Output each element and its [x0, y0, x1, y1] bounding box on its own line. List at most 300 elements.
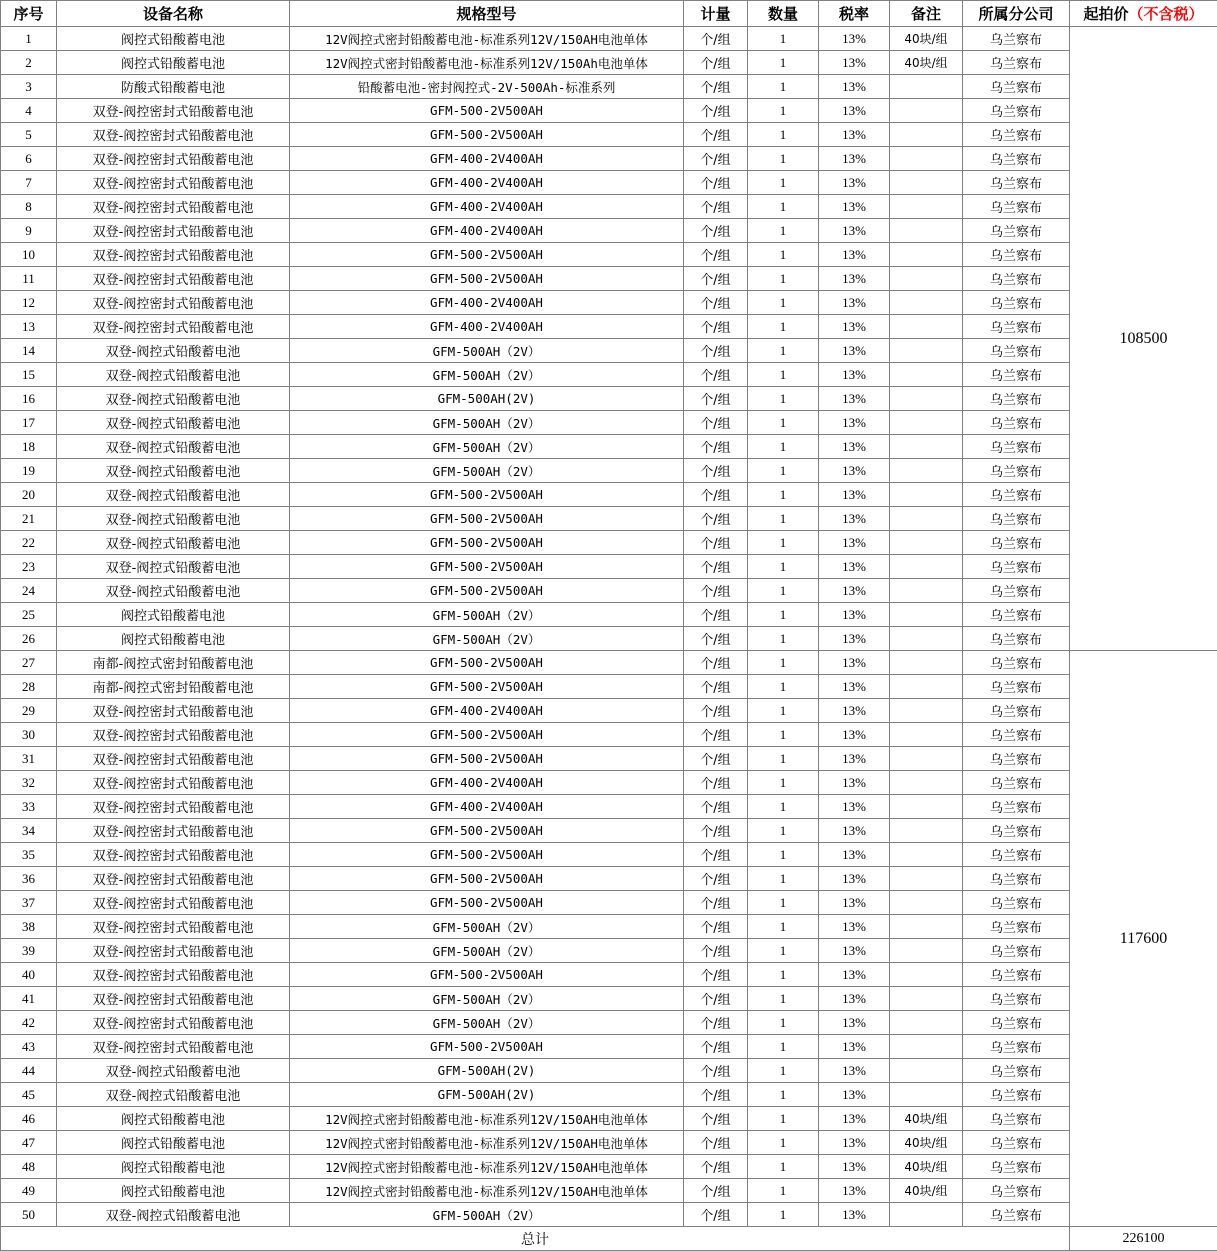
- cell-qty: 1: [748, 411, 819, 435]
- cell-no: 33: [1, 795, 57, 819]
- cell-unit: 个/组: [684, 147, 748, 171]
- cell-unit: 个/组: [684, 411, 748, 435]
- cell-name: 双登-阀控密封式铅酸蓄电池: [57, 171, 290, 195]
- cell-note: [890, 651, 963, 675]
- cell-name: 双登-阀控式铅酸蓄电池: [57, 483, 290, 507]
- cell-unit: 个/组: [684, 579, 748, 603]
- cell-qty: 1: [748, 651, 819, 675]
- cell-note: [890, 99, 963, 123]
- cell-tax: 13%: [819, 75, 890, 99]
- cell-no: 49: [1, 1179, 57, 1203]
- cell-tax: 13%: [819, 843, 890, 867]
- cell-spec: GFM-400-2V400AH: [290, 771, 684, 795]
- cell-name: 双登-阀控密封式铅酸蓄电池: [57, 291, 290, 315]
- cell-spec: GFM-400-2V400AH: [290, 291, 684, 315]
- cell-qty: 1: [748, 123, 819, 147]
- cell-company: 乌兰察布: [963, 507, 1070, 531]
- table-row: [1, 915, 1217, 939]
- table-row: [1, 1155, 1217, 1179]
- cell-name: 双登-阀控密封式铅酸蓄电池: [57, 819, 290, 843]
- cell-unit: 个/组: [684, 195, 748, 219]
- cell-note: 40块/组: [890, 1179, 963, 1203]
- cell-company: 乌兰察布: [963, 1059, 1070, 1083]
- cell-name: 双登-阀控式铅酸蓄电池: [57, 1059, 290, 1083]
- cell-note: [890, 243, 963, 267]
- header-company: 所属分公司: [963, 1, 1070, 27]
- cell-name: 双登-阀控密封式铅酸蓄电池: [57, 987, 290, 1011]
- cell-company: 乌兰察布: [963, 771, 1070, 795]
- cell-note: [890, 123, 963, 147]
- cell-no: 15: [1, 363, 57, 387]
- cell-spec: 12V阀控式密封铅酸蓄电池-标准系列12V/150Ah电池单体: [290, 51, 684, 75]
- cell-name: 双登-阀控式铅酸蓄电池: [57, 579, 290, 603]
- cell-no: 41: [1, 987, 57, 1011]
- cell-unit: 个/组: [684, 1179, 748, 1203]
- cell-tax: 13%: [819, 243, 890, 267]
- cell-name: 双登-阀控密封式铅酸蓄电池: [57, 771, 290, 795]
- cell-spec: GFM-400-2V400AH: [290, 795, 684, 819]
- cell-spec: GFM-500AH(2V): [290, 387, 684, 411]
- cell-name: 双登-阀控式铅酸蓄电池: [57, 507, 290, 531]
- table-row: [1, 363, 1217, 387]
- cell-unit: 个/组: [684, 99, 748, 123]
- cell-tax: 13%: [819, 171, 890, 195]
- cell-company: 乌兰察布: [963, 987, 1070, 1011]
- cell-spec: 12V阀控式密封铅酸蓄电池-标准系列12V/150AH电池单体: [290, 1131, 684, 1155]
- cell-spec: GFM-500AH（2V）: [290, 627, 684, 651]
- table-row: [1, 171, 1217, 195]
- cell-name: 双登-阀控密封式铅酸蓄电池: [57, 99, 290, 123]
- cell-no: 32: [1, 771, 57, 795]
- cell-qty: 1: [748, 723, 819, 747]
- cell-qty: 1: [748, 1131, 819, 1155]
- cell-name: 双登-阀控密封式铅酸蓄电池: [57, 1035, 290, 1059]
- cell-company: 乌兰察布: [963, 267, 1070, 291]
- cell-company: 乌兰察布: [963, 315, 1070, 339]
- cell-tax: 13%: [819, 1107, 890, 1131]
- cell-spec: GFM-500-2V500AH: [290, 99, 684, 123]
- cell-no: 37: [1, 891, 57, 915]
- total-label: 总计: [1, 1227, 1070, 1251]
- cell-company: 乌兰察布: [963, 291, 1070, 315]
- cell-note: [890, 75, 963, 99]
- cell-name: 阀控式铅酸蓄电池: [57, 1131, 290, 1155]
- cell-spec: GFM-500-2V500AH: [290, 819, 684, 843]
- table-row: [1, 1059, 1217, 1083]
- cell-tax: 13%: [819, 891, 890, 915]
- cell-no: 13: [1, 315, 57, 339]
- cell-name: 阀控式铅酸蓄电池: [57, 627, 290, 651]
- cell-name: 双登-阀控密封式铅酸蓄电池: [57, 843, 290, 867]
- cell-company: 乌兰察布: [963, 243, 1070, 267]
- cell-note: [890, 867, 963, 891]
- cell-company: 乌兰察布: [963, 435, 1070, 459]
- table-row: [1, 411, 1217, 435]
- cell-no: 5: [1, 123, 57, 147]
- table-row: [1, 891, 1217, 915]
- header-price: [1070, 1, 1217, 27]
- cell-qty: 1: [748, 531, 819, 555]
- cell-no: 28: [1, 675, 57, 699]
- cell-note: 40块/组: [890, 1131, 963, 1155]
- cell-qty: 1: [748, 1035, 819, 1059]
- cell-qty: 1: [748, 507, 819, 531]
- cell-note: [890, 675, 963, 699]
- cell-company: 乌兰察布: [963, 531, 1070, 555]
- cell-qty: 1: [748, 99, 819, 123]
- cell-name: 双登-阀控密封式铅酸蓄电池: [57, 723, 290, 747]
- cell-unit: 个/组: [684, 507, 748, 531]
- cell-company: 乌兰察布: [963, 363, 1070, 387]
- cell-spec: GFM-500AH（2V）: [290, 915, 684, 939]
- cell-spec: GFM-500-2V500AH: [290, 555, 684, 579]
- cell-tax: 13%: [819, 1131, 890, 1155]
- cell-tax: 13%: [819, 531, 890, 555]
- cell-name: 双登-阀控式铅酸蓄电池: [57, 1083, 290, 1107]
- total-row: [1, 1227, 1217, 1251]
- table-row: [1, 1035, 1217, 1059]
- cell-tax: 13%: [819, 579, 890, 603]
- cell-name: 双登-阀控密封式铅酸蓄电池: [57, 219, 290, 243]
- cell-note: [890, 771, 963, 795]
- cell-company: 乌兰察布: [963, 915, 1070, 939]
- cell-note: [890, 147, 963, 171]
- cell-qty: 1: [748, 699, 819, 723]
- cell-tax: 13%: [819, 675, 890, 699]
- table-row: [1, 123, 1217, 147]
- cell-qty: 1: [748, 1083, 819, 1107]
- cell-spec: GFM-400-2V400AH: [290, 699, 684, 723]
- header-name: 设备名称: [57, 1, 290, 27]
- cell-company: 乌兰察布: [963, 891, 1070, 915]
- cell-spec: GFM-500-2V500AH: [290, 675, 684, 699]
- cell-company: 乌兰察布: [963, 1083, 1070, 1107]
- cell-unit: 个/组: [684, 723, 748, 747]
- cell-company: 乌兰察布: [963, 675, 1070, 699]
- cell-qty: 1: [748, 795, 819, 819]
- cell-spec: GFM-500AH(2V): [290, 1083, 684, 1107]
- cell-qty: 1: [748, 267, 819, 291]
- cell-unit: 个/组: [684, 1203, 748, 1227]
- table-row: [1, 747, 1217, 771]
- cell-name: 阀控式铅酸蓄电池: [57, 27, 290, 51]
- cell-unit: 个/组: [684, 1011, 748, 1035]
- cell-note: [890, 1035, 963, 1059]
- cell-company: 乌兰察布: [963, 75, 1070, 99]
- header-unit: 计量: [684, 1, 748, 27]
- cell-qty: 1: [748, 387, 819, 411]
- cell-tax: 13%: [819, 1011, 890, 1035]
- cell-qty: 1: [748, 675, 819, 699]
- cell-tax: 13%: [819, 987, 890, 1011]
- cell-company: 乌兰察布: [963, 387, 1070, 411]
- cell-no: 22: [1, 531, 57, 555]
- cell-company: 乌兰察布: [963, 651, 1070, 675]
- cell-qty: 1: [748, 1011, 819, 1035]
- cell-tax: 13%: [819, 435, 890, 459]
- cell-unit: 个/组: [684, 675, 748, 699]
- cell-qty: 1: [748, 915, 819, 939]
- cell-name: 双登-阀控密封式铅酸蓄电池: [57, 915, 290, 939]
- cell-unit: 个/组: [684, 843, 748, 867]
- table-row: [1, 243, 1217, 267]
- cell-no: 30: [1, 723, 57, 747]
- cell-note: [890, 939, 963, 963]
- cell-company: 乌兰察布: [963, 195, 1070, 219]
- cell-note: [890, 219, 963, 243]
- cell-no: 17: [1, 411, 57, 435]
- cell-company: 乌兰察布: [963, 843, 1070, 867]
- cell-unit: 个/组: [684, 627, 748, 651]
- cell-spec: GFM-500-2V500AH: [290, 867, 684, 891]
- cell-qty: 1: [748, 147, 819, 171]
- cell-name: 双登-阀控式铅酸蓄电池: [57, 363, 290, 387]
- cell-unit: 个/组: [684, 963, 748, 987]
- cell-name: 双登-阀控式铅酸蓄电池: [57, 339, 290, 363]
- cell-spec: GFM-500-2V500AH: [290, 267, 684, 291]
- cell-spec: GFM-500-2V500AH: [290, 243, 684, 267]
- cell-no: 29: [1, 699, 57, 723]
- cell-no: 19: [1, 459, 57, 483]
- cell-name: 双登-阀控式铅酸蓄电池: [57, 435, 290, 459]
- cell-name: 双登-阀控式铅酸蓄电池: [57, 387, 290, 411]
- cell-tax: 13%: [819, 51, 890, 75]
- cell-tax: 13%: [819, 339, 890, 363]
- cell-tax: 13%: [819, 99, 890, 123]
- cell-company: 乌兰察布: [963, 147, 1070, 171]
- cell-spec: GFM-500AH（2V）: [290, 939, 684, 963]
- cell-qty: 1: [748, 555, 819, 579]
- cell-tax: 13%: [819, 699, 890, 723]
- cell-no: 21: [1, 507, 57, 531]
- cell-spec: GFM-500AH（2V）: [290, 339, 684, 363]
- cell-name: 双登-阀控密封式铅酸蓄电池: [57, 243, 290, 267]
- cell-qty: 1: [748, 603, 819, 627]
- cell-tax: 13%: [819, 1179, 890, 1203]
- cell-qty: 1: [748, 339, 819, 363]
- cell-no: 14: [1, 339, 57, 363]
- cell-spec: GFM-400-2V400AH: [290, 171, 684, 195]
- cell-note: [890, 723, 963, 747]
- cell-qty: 1: [748, 1179, 819, 1203]
- cell-no: 44: [1, 1059, 57, 1083]
- cell-tax: 13%: [819, 291, 890, 315]
- table-row: [1, 1107, 1217, 1131]
- cell-name: 双登-阀控密封式铅酸蓄电池: [57, 1011, 290, 1035]
- table-row: [1, 195, 1217, 219]
- cell-unit: 个/组: [684, 867, 748, 891]
- cell-qty: 1: [748, 483, 819, 507]
- cell-unit: 个/组: [684, 987, 748, 1011]
- cell-spec: GFM-400-2V400AH: [290, 219, 684, 243]
- cell-tax: 13%: [819, 147, 890, 171]
- cell-unit: 个/组: [684, 51, 748, 75]
- cell-unit: 个/组: [684, 1155, 748, 1179]
- table-row: [1, 531, 1217, 555]
- cell-unit: 个/组: [684, 1059, 748, 1083]
- cell-note: [890, 387, 963, 411]
- cell-tax: 13%: [819, 27, 890, 51]
- cell-spec: GFM-400-2V400AH: [290, 147, 684, 171]
- cell-company: 乌兰察布: [963, 867, 1070, 891]
- table-row: [1, 291, 1217, 315]
- cell-name: 双登-阀控密封式铅酸蓄电池: [57, 795, 290, 819]
- table-row: [1, 267, 1217, 291]
- cell-name: 双登-阀控密封式铅酸蓄电池: [57, 123, 290, 147]
- cell-spec: GFM-500-2V500AH: [290, 747, 684, 771]
- cell-note: [890, 1011, 963, 1035]
- table-body: [1, 27, 1217, 1227]
- cell-company: 乌兰察布: [963, 219, 1070, 243]
- cell-unit: 个/组: [684, 603, 748, 627]
- table-row: [1, 51, 1217, 75]
- cell-tax: 13%: [819, 1203, 890, 1227]
- cell-no: 26: [1, 627, 57, 651]
- cell-spec: GFM-500-2V500AH: [290, 651, 684, 675]
- cell-no: 16: [1, 387, 57, 411]
- cell-unit: 个/组: [684, 531, 748, 555]
- cell-qty: 1: [748, 1203, 819, 1227]
- cell-qty: 1: [748, 219, 819, 243]
- cell-name: 双登-阀控密封式铅酸蓄电池: [57, 939, 290, 963]
- cell-company: 乌兰察布: [963, 411, 1070, 435]
- cell-note: [890, 747, 963, 771]
- cell-qty: 1: [748, 867, 819, 891]
- cell-unit: 个/组: [684, 387, 748, 411]
- cell-company: 乌兰察布: [963, 939, 1070, 963]
- cell-company: 乌兰察布: [963, 99, 1070, 123]
- table-row: [1, 219, 1217, 243]
- cell-spec: GFM-500-2V500AH: [290, 723, 684, 747]
- cell-qty: 1: [748, 963, 819, 987]
- cell-company: 乌兰察布: [963, 1155, 1070, 1179]
- cell-company: 乌兰察布: [963, 555, 1070, 579]
- cell-unit: 个/组: [684, 651, 748, 675]
- cell-unit: 个/组: [684, 819, 748, 843]
- cell-spec: GFM-500AH（2V）: [290, 603, 684, 627]
- cell-unit: 个/组: [684, 1131, 748, 1155]
- cell-tax: 13%: [819, 603, 890, 627]
- cell-qty: 1: [748, 171, 819, 195]
- cell-qty: 1: [748, 1155, 819, 1179]
- cell-qty: 1: [748, 75, 819, 99]
- table-row: [1, 339, 1217, 363]
- cell-note: [890, 411, 963, 435]
- cell-spec: GFM-500AH(2V): [290, 1059, 684, 1083]
- cell-tax: 13%: [819, 1035, 890, 1059]
- cell-spec: GFM-500-2V500AH: [290, 579, 684, 603]
- header-no: 序号: [1, 1, 57, 27]
- cell-company: 乌兰察布: [963, 123, 1070, 147]
- cell-name: 南都-阀控式密封铅酸蓄电池: [57, 651, 290, 675]
- cell-company: 乌兰察布: [963, 963, 1070, 987]
- cell-name: 双登-阀控密封式铅酸蓄电池: [57, 963, 290, 987]
- cell-name: 防酸式铅酸蓄电池: [57, 75, 290, 99]
- cell-tax: 13%: [819, 939, 890, 963]
- cell-note: 40块/组: [890, 27, 963, 51]
- cell-no: 8: [1, 195, 57, 219]
- cell-tax: 13%: [819, 1059, 890, 1083]
- cell-note: [890, 315, 963, 339]
- cell-tax: 13%: [819, 1155, 890, 1179]
- cell-note: [890, 531, 963, 555]
- cell-unit: 个/组: [684, 747, 748, 771]
- cell-spec: GFM-400-2V400AH: [290, 195, 684, 219]
- cell-spec: 12V阀控式密封铅酸蓄电池-标准系列12V/150AH电池单体: [290, 27, 684, 51]
- cell-no: 1: [1, 27, 57, 51]
- cell-note: [890, 483, 963, 507]
- cell-company: 乌兰察布: [963, 1107, 1070, 1131]
- cell-name: 双登-阀控密封式铅酸蓄电池: [57, 891, 290, 915]
- cell-company: 乌兰察布: [963, 795, 1070, 819]
- cell-name: 阀控式铅酸蓄电池: [57, 1155, 290, 1179]
- cell-qty: 1: [748, 243, 819, 267]
- cell-tax: 13%: [819, 123, 890, 147]
- cell-note: [890, 699, 963, 723]
- cell-spec: 12V阀控式密封铅酸蓄电池-标准系列12V/150AH电池单体: [290, 1107, 684, 1131]
- cell-tax: 13%: [819, 459, 890, 483]
- cell-name: 双登-阀控式铅酸蓄电池: [57, 1203, 290, 1227]
- cell-spec: GFM-400-2V400AH: [290, 315, 684, 339]
- cell-spec: 12V阀控式密封铅酸蓄电池-标准系列12V/150AH电池单体: [290, 1155, 684, 1179]
- cell-no: 50: [1, 1203, 57, 1227]
- cell-no: 27: [1, 651, 57, 675]
- cell-tax: 13%: [819, 555, 890, 579]
- cell-company: 乌兰察布: [963, 459, 1070, 483]
- cell-tax: 13%: [819, 963, 890, 987]
- cell-unit: 个/组: [684, 555, 748, 579]
- cell-no: 40: [1, 963, 57, 987]
- cell-unit: 个/组: [684, 459, 748, 483]
- table-row: [1, 483, 1217, 507]
- cell-name: 阀控式铅酸蓄电池: [57, 1107, 290, 1131]
- cell-spec: GFM-500AH（2V）: [290, 411, 684, 435]
- table-row: [1, 147, 1217, 171]
- cell-note: [890, 507, 963, 531]
- cell-qty: 1: [748, 939, 819, 963]
- cell-name: 阀控式铅酸蓄电池: [57, 603, 290, 627]
- cell-tax: 13%: [819, 315, 890, 339]
- cell-unit: 个/组: [684, 1083, 748, 1107]
- cell-note: [890, 1083, 963, 1107]
- cell-tax: 13%: [819, 867, 890, 891]
- cell-qty: 1: [748, 1059, 819, 1083]
- cell-spec: GFM-500AH（2V）: [290, 1011, 684, 1035]
- cell-tax: 13%: [819, 387, 890, 411]
- cell-no: 46: [1, 1107, 57, 1131]
- cell-spec: GFM-500-2V500AH: [290, 891, 684, 915]
- cell-no: 18: [1, 435, 57, 459]
- cell-company: 乌兰察布: [963, 51, 1070, 75]
- cell-spec: GFM-500-2V500AH: [290, 123, 684, 147]
- cell-no: 42: [1, 1011, 57, 1035]
- cell-unit: 个/组: [684, 915, 748, 939]
- cell-name: 双登-阀控密封式铅酸蓄电池: [57, 867, 290, 891]
- cell-name: 双登-阀控式铅酸蓄电池: [57, 555, 290, 579]
- table-row: [1, 27, 1217, 51]
- cell-unit: 个/组: [684, 291, 748, 315]
- cell-company: 乌兰察布: [963, 1035, 1070, 1059]
- header-price-accent: （不含税）: [1129, 5, 1204, 23]
- cell-tax: 13%: [819, 411, 890, 435]
- header-row: [1, 1, 1217, 27]
- table-row: [1, 1179, 1217, 1203]
- cell-note: [890, 267, 963, 291]
- cell-tax: 13%: [819, 795, 890, 819]
- cell-unit: 个/组: [684, 243, 748, 267]
- cell-note: [890, 603, 963, 627]
- cell-qty: 1: [748, 579, 819, 603]
